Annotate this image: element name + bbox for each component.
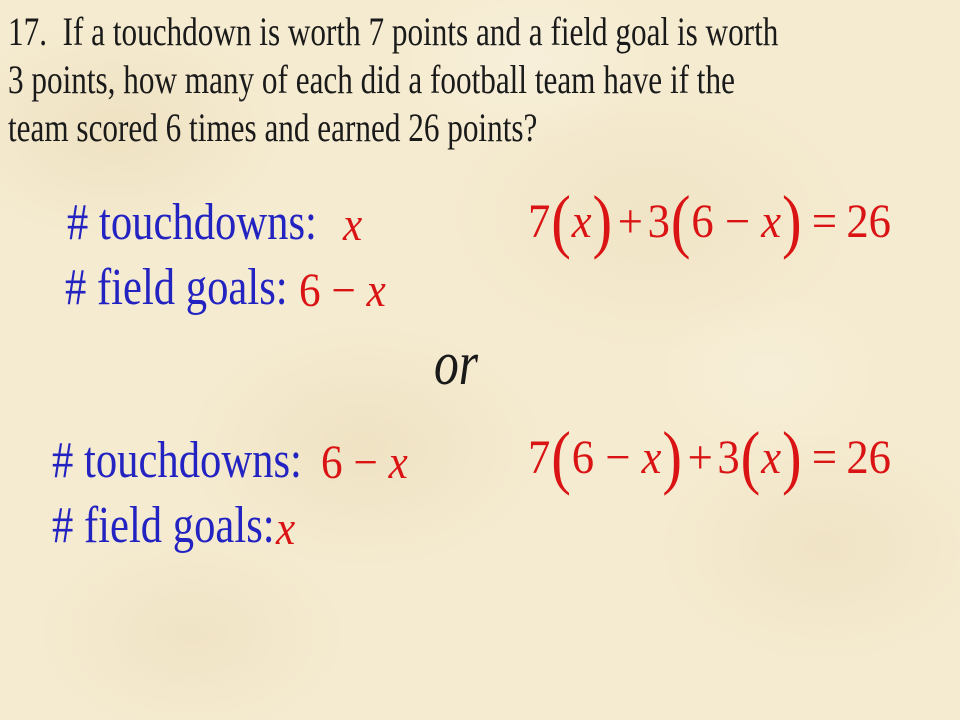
case2-eq-expr2: x: [761, 430, 782, 484]
case1-touchdowns-value: x: [343, 198, 363, 251]
problem-line-2: 3 points, how many of each did a football team have if the: [8, 57, 735, 102]
problem-line-1: 17. If a touchdown is worth 7 points and a field goal is worth: [8, 9, 779, 54]
case2-equation: [528, 417, 891, 497]
right-paren: ): [592, 181, 613, 261]
left-paren: (: [670, 181, 691, 261]
case1-eq-coef2: 3: [647, 194, 670, 248]
plus-sign: +: [617, 194, 643, 248]
case1-eq-expr1: x: [571, 194, 592, 248]
case1-eq-result: 26: [846, 194, 891, 248]
case2-eq-coef2: 3: [717, 430, 740, 484]
case2-eq-result: 26: [846, 430, 891, 484]
left-paren: (: [551, 181, 571, 261]
case2-touchdowns-value: 6 − x: [321, 436, 408, 489]
right-paren: ): [662, 417, 683, 497]
or-connector: or: [434, 330, 479, 398]
case2-eq-expr1: 6 − x: [571, 430, 662, 484]
case1-eq-coef1: 7: [528, 194, 551, 248]
case1-eq-expr2: 6 − x: [691, 194, 782, 248]
case2-touchdowns-label: # touchdowns:: [52, 432, 302, 489]
equals-sign: =: [811, 430, 838, 484]
case2-field-goals-label: # field goals:: [52, 497, 275, 554]
left-paren: (: [551, 417, 571, 497]
case1-field-goals-value: 6 − x: [299, 264, 386, 317]
right-paren: ): [781, 417, 802, 497]
case2-eq-coef1: 7: [528, 430, 551, 484]
left-paren: (: [740, 417, 761, 497]
case1-field-goals-label: # field goals:: [65, 259, 288, 316]
case2-field-goals-value: x: [276, 502, 296, 555]
case1-touchdowns-label: # touchdowns:: [67, 194, 317, 251]
plus-sign: +: [687, 430, 713, 484]
case1-equation: [528, 181, 891, 261]
equals-sign: =: [811, 194, 838, 248]
problem-line-3: team scored 6 times and earned 26 points?: [8, 105, 538, 150]
problem-statement: [8, 8, 960, 152]
right-paren: ): [781, 181, 802, 261]
